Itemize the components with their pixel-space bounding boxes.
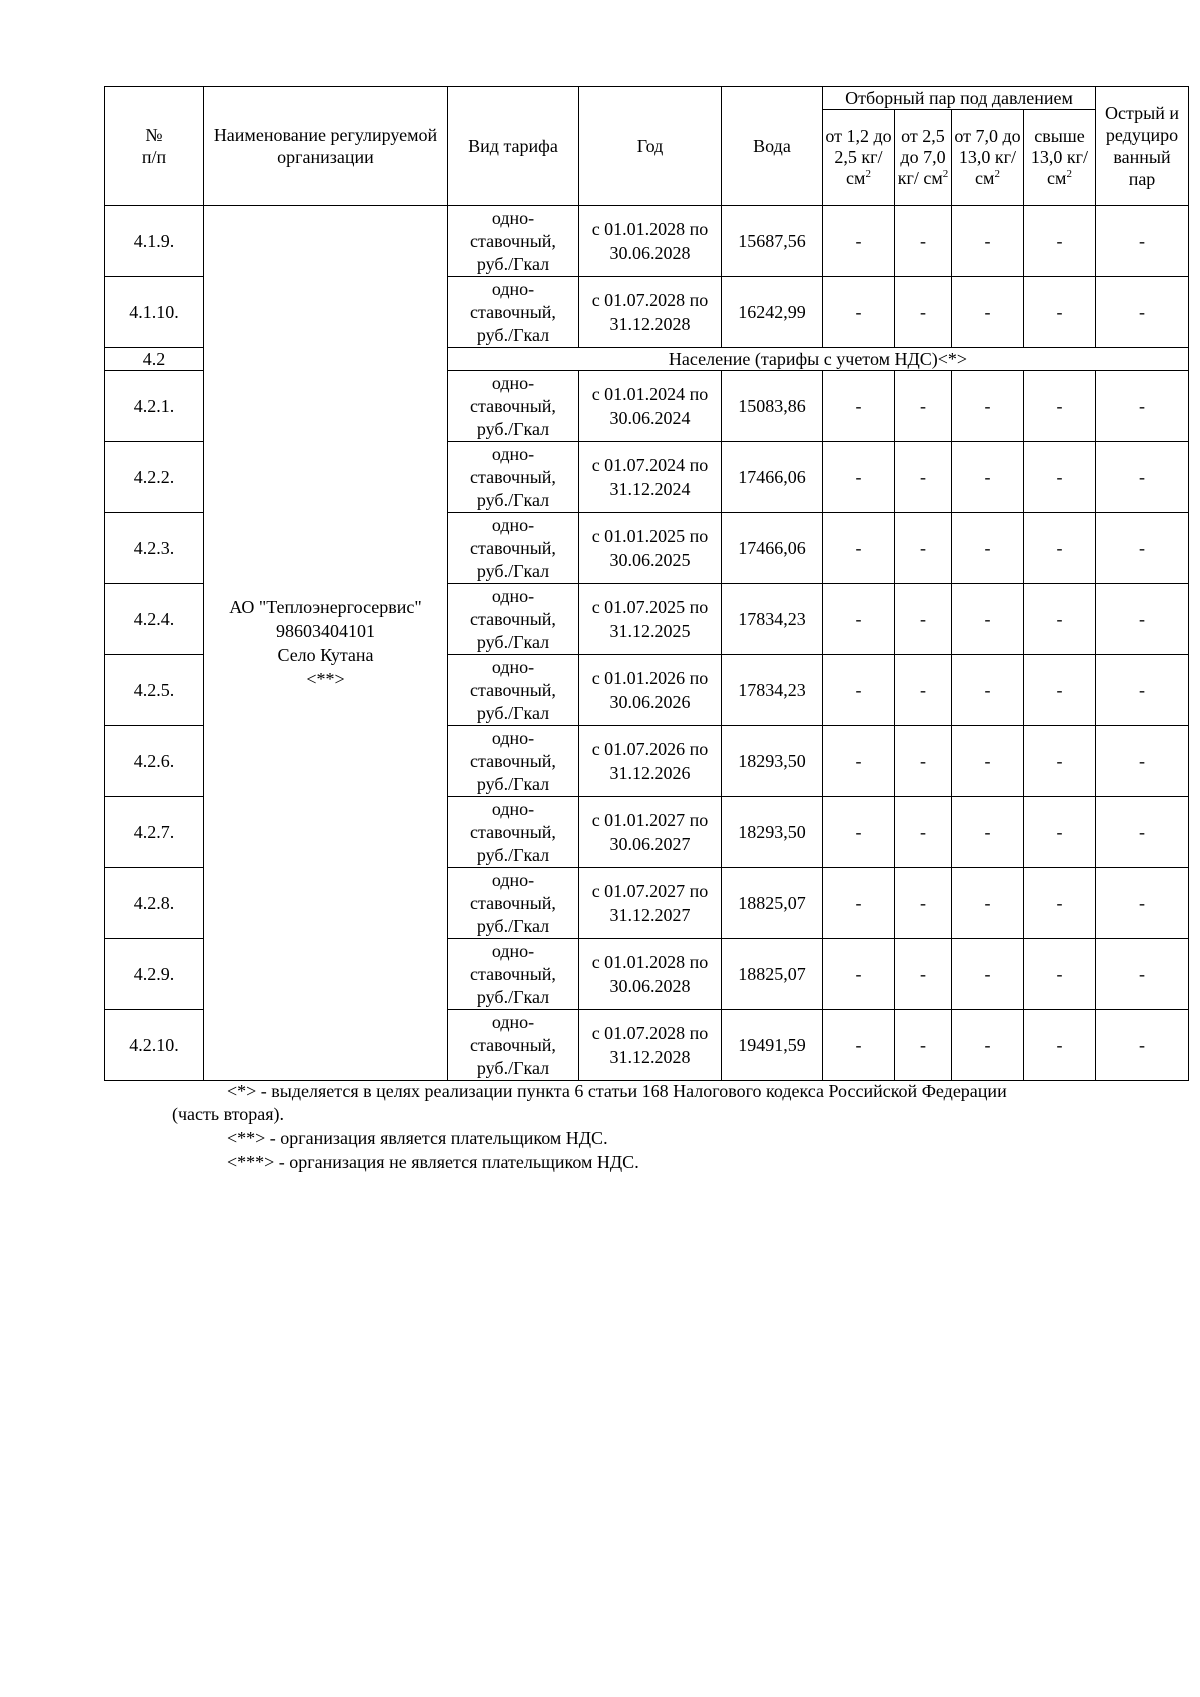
header-organization: Наименование регулируемой организации [204, 87, 448, 206]
cell-steam-4: - [1024, 1010, 1096, 1081]
cell-water: 18825,07 [722, 868, 823, 939]
cell-period: с 01.07.2024 по 31.12.2024 [579, 442, 722, 513]
cell-steam-1: - [823, 868, 895, 939]
cell-tariff-type: одно- ставочный, руб./Гкал [448, 1010, 579, 1081]
cell-steam-1: - [823, 277, 895, 348]
cell-steam-1: - [823, 371, 895, 442]
cell-steam-4: - [1024, 797, 1096, 868]
cell-steam-2: - [895, 1010, 952, 1081]
cell-sharp-steam: - [1096, 584, 1189, 655]
cell-num: 4.2.6. [105, 726, 204, 797]
cell-water: 17834,23 [722, 655, 823, 726]
table-header [105, 87, 1189, 206]
cell-steam-3: - [952, 797, 1024, 868]
cell-steam-4: - [1024, 655, 1096, 726]
cell-num: 4.2.10. [105, 1010, 204, 1081]
group-title: Население (тарифы с учетом НДС)<*> [448, 348, 1189, 371]
cell-tariff-type: одно- ставочный, руб./Гкал [448, 939, 579, 1010]
cell-steam-3: - [952, 442, 1024, 513]
cell-steam-2: - [895, 513, 952, 584]
footnote-2: <**> - организация является плательщиком НДС. [227, 1128, 608, 1148]
cell-tariff-type: одно- ставочный, руб./Гкал [448, 655, 579, 726]
table-row [105, 206, 1189, 277]
cell-steam-3: - [952, 1010, 1024, 1081]
cell-sharp-steam: - [1096, 939, 1189, 1010]
cell-period: с 01.07.2025 по 31.12.2025 [579, 584, 722, 655]
cell-steam-2: - [895, 584, 952, 655]
cell-sharp-steam: - [1096, 442, 1189, 513]
cell-steam-3: - [952, 371, 1024, 442]
cell-water: 18293,50 [722, 726, 823, 797]
cell-steam-2: - [895, 939, 952, 1010]
header-tariff-type: Вид тарифа [448, 87, 579, 206]
cell-steam-4: - [1024, 726, 1096, 797]
cell-steam-2: - [895, 442, 952, 513]
cell-steam-2: - [895, 371, 952, 442]
cell-steam-1: - [823, 726, 895, 797]
cell-period: с 01.01.2026 по 30.06.2026 [579, 655, 722, 726]
cell-sharp-steam: - [1096, 726, 1189, 797]
organization-cell [204, 206, 448, 1081]
cell-tariff-type: одно- ставочный, руб./Гкал [448, 442, 579, 513]
cell-period: с 01.01.2027 по 30.06.2027 [579, 797, 722, 868]
cell-water: 17466,06 [722, 442, 823, 513]
cell-steam-4: - [1024, 584, 1096, 655]
cell-num: 4.1.10. [105, 277, 204, 348]
cell-steam-3: - [952, 655, 1024, 726]
header-num: № п/п [105, 87, 204, 206]
cell-steam-3: - [952, 206, 1024, 277]
cell-tariff-type: одно- ставочный, руб./Гкал [448, 868, 579, 939]
cell-period: с 01.01.2024 по 30.06.2024 [579, 371, 722, 442]
cell-steam-3: - [952, 513, 1024, 584]
cell-steam-1: - [823, 797, 895, 868]
cell-period: с 01.01.2028 по 30.06.2028 [579, 206, 722, 277]
organization-inn: 98603404101 [276, 621, 375, 641]
cell-sharp-steam: - [1096, 371, 1189, 442]
cell-steam-4: - [1024, 442, 1096, 513]
header-steam-2: от 2,5 до 7,0 кг/ $см^2$ [895, 110, 952, 206]
cell-steam-2: - [895, 868, 952, 939]
cell-tariff-type: одно- ставочный, руб./Гкал [448, 206, 579, 277]
cell-sharp-steam: - [1096, 797, 1189, 868]
cell-steam-4: - [1024, 206, 1096, 277]
header-steam-group: Отборный пар под давлением [823, 87, 1096, 110]
cell-water: 15687,56 [722, 206, 823, 277]
cell-sharp-steam: - [1096, 206, 1189, 277]
cell-steam-1: - [823, 513, 895, 584]
cell-water: 18825,07 [722, 939, 823, 1010]
cell-period: с 01.01.2025 по 30.06.2025 [579, 513, 722, 584]
header-year: Год [579, 87, 722, 206]
cell-tariff-type: одно- ставочный, руб./Гкал [448, 277, 579, 348]
cell-steam-2: - [895, 726, 952, 797]
cell-num: 4.2.3. [105, 513, 204, 584]
header-steam-3: от 7,0 до 13,0 кг/ $см^2$ [952, 110, 1024, 206]
cell-num: 4.2.5. [105, 655, 204, 726]
cell-steam-3: - [952, 584, 1024, 655]
cell-steam-1: - [823, 655, 895, 726]
cell-sharp-steam: - [1096, 868, 1189, 939]
cell-tariff-type: одно- ставочный, руб./Гкал [448, 371, 579, 442]
cell-steam-2: - [895, 797, 952, 868]
organization-name: АО "Теплоэнергосервис" [229, 597, 422, 617]
cell-steam-1: - [823, 1010, 895, 1081]
cell-num: 4.2.9. [105, 939, 204, 1010]
cell-num: 4.1.9. [105, 206, 204, 277]
header-sharp-steam: Острый и редуциро ванный пар [1096, 87, 1189, 206]
cell-steam-2: - [895, 206, 952, 277]
cell-steam-4: - [1024, 939, 1096, 1010]
cell-steam-1: - [823, 584, 895, 655]
footnote-3: <***> - организация не является плательщиком НДС. [227, 1152, 639, 1172]
cell-water: 15083,86 [722, 371, 823, 442]
organization-footnote-mark: <**> [306, 669, 345, 689]
cell-num: 4.2.7. [105, 797, 204, 868]
cell-water: 17466,06 [722, 513, 823, 584]
cell-steam-4: - [1024, 513, 1096, 584]
footnote-1-continuation: (часть вторая). [172, 1104, 285, 1124]
cell-steam-4: - [1024, 371, 1096, 442]
cell-steam-4: - [1024, 277, 1096, 348]
cell-water: 17834,23 [722, 584, 823, 655]
cell-water: 19491,59 [722, 1010, 823, 1081]
cell-steam-3: - [952, 939, 1024, 1010]
cell-tariff-type: одно- ставочный, руб./Гкал [448, 513, 579, 584]
cell-steam-2: - [895, 277, 952, 348]
footnote-1: <*> - выделяется в целях реализации пункта 6 статьи 168 Налогового кодекса Российской Федерации [227, 1081, 1007, 1101]
cell-steam-3: - [952, 277, 1024, 348]
cell-sharp-steam: - [1096, 277, 1189, 348]
cell-tariff-type: одно- ставочный, руб./Гкал [448, 797, 579, 868]
group-num: 4.2 [105, 348, 204, 371]
cell-num: 4.2.8. [105, 868, 204, 939]
header-steam-4: свыше 13,0 кг/ $см^2$ [1024, 110, 1096, 206]
cell-period: с 01.01.2028 по 30.06.2028 [579, 939, 722, 1010]
cell-num: 4.2.1. [105, 371, 204, 442]
cell-sharp-steam: - [1096, 513, 1189, 584]
cell-period: с 01.07.2026 по 31.12.2026 [579, 726, 722, 797]
cell-tariff-type: одно- ставочный, руб./Гкал [448, 726, 579, 797]
cell-steam-1: - [823, 442, 895, 513]
cell-steam-1: - [823, 206, 895, 277]
cell-water: 16242,99 [722, 277, 823, 348]
cell-period: с 01.07.2027 по 31.12.2027 [579, 868, 722, 939]
tariff-table [104, 86, 1189, 1081]
cell-num: 4.2.2. [105, 442, 204, 513]
organization-place: Село Кутана [277, 645, 374, 665]
cell-steam-3: - [952, 868, 1024, 939]
cell-sharp-steam: - [1096, 655, 1189, 726]
cell-steam-4: - [1024, 868, 1096, 939]
cell-steam-3: - [952, 726, 1024, 797]
header-water: Вода [722, 87, 823, 206]
cell-num: 4.2.4. [105, 584, 204, 655]
cell-tariff-type: одно- ставочный, руб./Гкал [448, 584, 579, 655]
cell-steam-1: - [823, 939, 895, 1010]
cell-period: с 01.07.2028 по 31.12.2028 [579, 1010, 722, 1081]
cell-period: с 01.07.2028 по 31.12.2028 [579, 277, 722, 348]
header-steam-1: от 1,2 до 2,5 кг/ $см^2$ [823, 110, 895, 206]
table-body [105, 206, 1189, 1081]
cell-sharp-steam: - [1096, 1010, 1189, 1081]
cell-steam-2: - [895, 655, 952, 726]
cell-water: 18293,50 [722, 797, 823, 868]
